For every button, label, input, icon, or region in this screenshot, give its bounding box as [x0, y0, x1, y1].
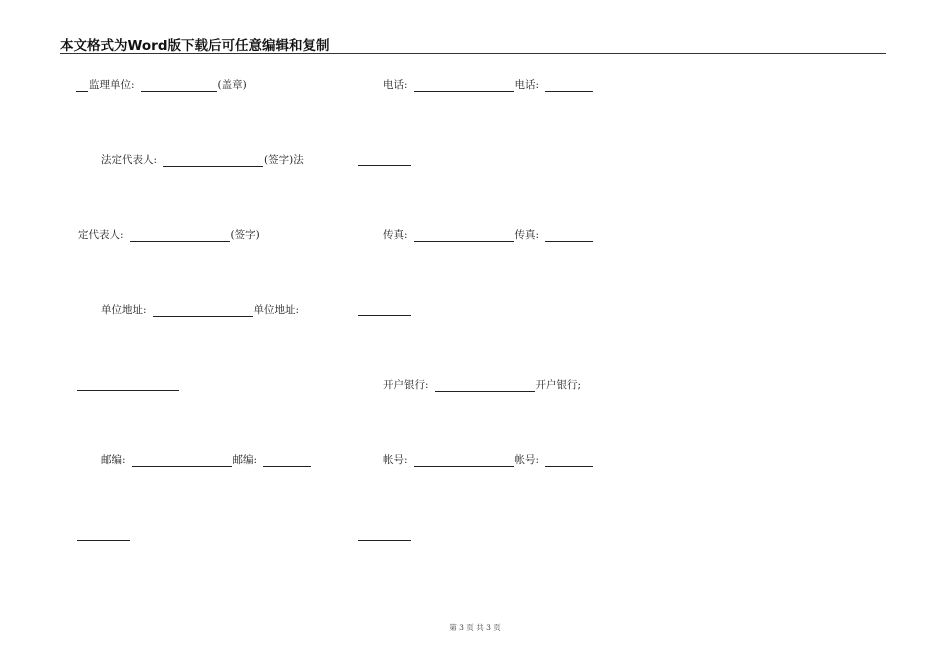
postcode-label: 邮编: [101, 454, 126, 466]
phone-label: 电话: [383, 79, 408, 91]
postcode-blank-2 [263, 454, 311, 467]
right-blank-row-7 [357, 528, 412, 541]
postcode-label-2: 邮编: [232, 454, 258, 466]
legal-rep-label: 法定代表人: [101, 154, 158, 166]
legal-rep-blank-2 [130, 229, 230, 242]
supervisor-blank [141, 79, 217, 92]
legal-rep-row [101, 153, 304, 167]
blank-line [358, 303, 411, 316]
seal-note: (盖章) [217, 79, 247, 91]
legal-rep-row-2 [78, 228, 260, 242]
blank-line [358, 153, 411, 166]
blank-line [77, 528, 130, 541]
fax-label: 传真: [383, 229, 408, 241]
account-blank [414, 454, 514, 467]
header-divider [60, 53, 886, 54]
blank-line [358, 528, 411, 541]
fax-blank [414, 229, 514, 242]
account-label: 帐号: [383, 454, 408, 466]
left-blank-row-7 [76, 528, 131, 541]
fax-label-2: 传真: [514, 229, 540, 241]
fax-blank-2 [545, 229, 593, 242]
page-footer: 第 3 页 共 3 页 [449, 623, 501, 632]
fax-row [383, 228, 594, 242]
blank-line [77, 378, 179, 391]
right-blank-row-2 [357, 153, 412, 166]
account-row [383, 453, 594, 467]
document-header-title: 本文格式为Word版下载后可任意编辑和复制 [60, 38, 330, 54]
postcode-row [101, 453, 312, 467]
account-blank-2 [545, 454, 593, 467]
bank-label-2: 开户银行; [535, 379, 582, 391]
address-row [101, 303, 299, 317]
bank-label: 开户银行: [383, 379, 429, 391]
supervisor-label: 监理单位: [89, 79, 135, 91]
phone-row [383, 78, 594, 92]
address-blank [153, 304, 253, 317]
right-blank-row-4 [357, 303, 412, 316]
address-label: 单位地址: [101, 304, 147, 316]
phone-blank-2 [545, 79, 593, 92]
blank-line [76, 79, 88, 92]
left-blank-row-5 [76, 378, 180, 391]
phone-blank [414, 79, 514, 92]
legal-rep-split-a: 法 [293, 154, 304, 166]
bank-row [383, 378, 581, 392]
account-label-2: 帐号: [514, 454, 540, 466]
address-label-2: 单位地址: [253, 304, 300, 316]
sign-note-2: (签字) [230, 229, 260, 241]
bank-blank [435, 379, 535, 392]
legal-rep-split-b: 定代表人: [78, 229, 124, 241]
phone-label-2: 电话: [514, 79, 540, 91]
legal-rep-blank [163, 154, 263, 167]
supervisor-row [76, 78, 247, 92]
postcode-blank [132, 454, 232, 467]
sign-note: (签字) [264, 154, 294, 166]
